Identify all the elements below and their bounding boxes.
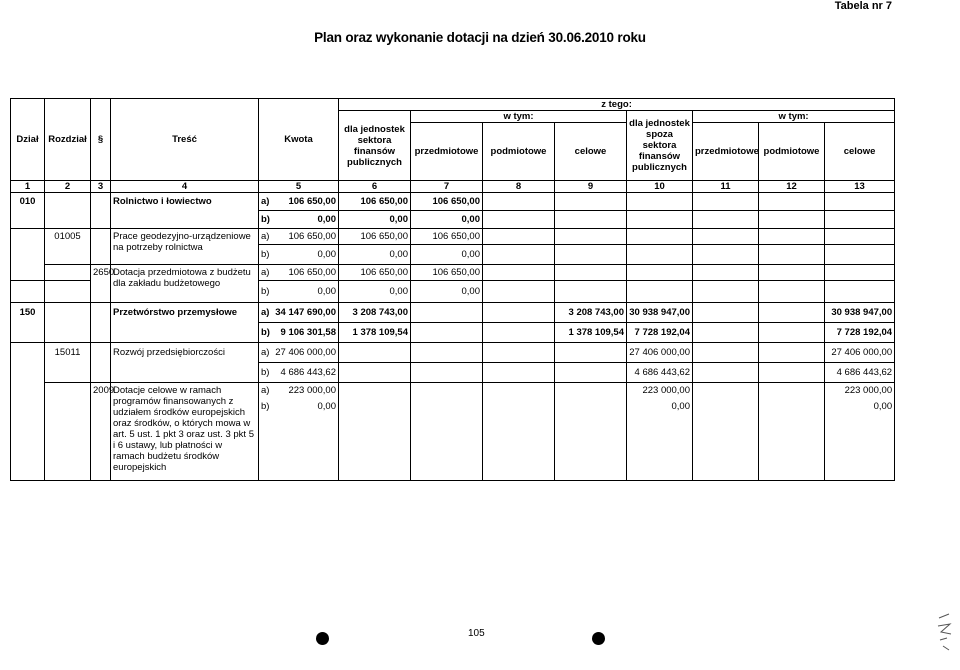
cell-kwota: 0,00 <box>267 245 339 265</box>
subsidy-table <box>10 98 895 481</box>
cell-empty <box>693 343 759 363</box>
cell-col13: 27 406 000,00 <box>825 343 895 363</box>
cell-variant: a) <box>259 383 267 401</box>
table-row <box>11 229 895 245</box>
cell-empty <box>759 245 825 265</box>
cell-empty <box>483 323 555 343</box>
colnum: 11 <box>693 181 759 193</box>
cell-kwota: 27 406 000,00 <box>267 343 339 363</box>
table-row <box>11 211 895 229</box>
cell-empty <box>693 245 759 265</box>
cell-empty <box>759 193 825 211</box>
cell-variant: b) <box>259 281 267 303</box>
cell-empty <box>825 265 895 281</box>
cell-paragraf: 2650 <box>91 265 111 303</box>
cell-col6: 1 378 109,54 <box>339 323 411 343</box>
scribble-mark-icon <box>935 612 955 652</box>
cell-col7: 0,00 <box>411 281 483 303</box>
cell-tresc: Rolnictwo i łowiectwo <box>111 193 259 211</box>
header-celowe-2: celowe <box>825 123 895 181</box>
cell-empty <box>91 211 111 229</box>
cell-empty <box>411 343 483 363</box>
cell-empty <box>11 363 45 383</box>
colnum: 5 <box>259 181 339 193</box>
cell-kwota: 106 650,00 <box>267 229 339 245</box>
header-w-tym-2: w tym: <box>693 111 895 123</box>
cell-empty <box>483 211 555 229</box>
cell-col7: 106 650,00 <box>411 193 483 211</box>
cell-empty <box>759 323 825 343</box>
header-tresc: Treść <box>111 99 259 181</box>
cell-col10: 27 406 000,00 <box>627 343 693 363</box>
cell-paragraf: 2009 <box>91 383 111 481</box>
colnum: 9 <box>555 181 627 193</box>
cell-empty <box>555 193 627 211</box>
cell-variant: b) <box>259 211 267 229</box>
cell-dzial: 010 <box>11 193 45 211</box>
cell-empty <box>483 229 555 245</box>
cell-empty <box>825 281 895 303</box>
cell-col9: 1 378 109,54 <box>555 323 627 343</box>
cell-empty <box>11 265 45 281</box>
header-z-tego: z tego: <box>339 99 895 111</box>
cell-col10: 30 938 947,00 <box>627 303 693 323</box>
header-przedmiotowe-2: przedmiotowe <box>693 123 759 181</box>
cell-rozdzial: 01005 <box>45 229 91 265</box>
cell-empty <box>91 245 111 265</box>
cell-empty <box>11 229 45 245</box>
cell-empty <box>759 343 825 363</box>
cell-col7: 0,00 <box>411 245 483 265</box>
cell-empty <box>91 323 111 343</box>
cell-kwota: 9 106 301,58 <box>267 323 339 343</box>
header-przedmiotowe-1: przedmiotowe <box>411 123 483 181</box>
cell-empty <box>11 323 45 343</box>
cell-empty <box>11 343 45 363</box>
header-dzial: Dział <box>11 99 45 181</box>
cell-col6: 0,00 <box>339 211 411 229</box>
cell-empty <box>483 245 555 265</box>
cell-empty <box>483 265 555 281</box>
cell-empty <box>825 245 895 265</box>
cell-col13: 30 938 947,00 <box>825 303 895 323</box>
cell-variant: b) <box>259 245 267 265</box>
cell-col9: 3 208 743,00 <box>555 303 627 323</box>
header-rozdzial: Rozdział <box>45 99 91 181</box>
cell-empty <box>627 211 693 229</box>
cell-empty <box>627 245 693 265</box>
cell-empty <box>693 281 759 303</box>
cell-empty <box>627 265 693 281</box>
cell-empty <box>825 229 895 245</box>
cell-col7: 106 650,00 <box>411 229 483 245</box>
cell-empty <box>45 383 91 481</box>
cell-col10: 4 686 443,62 <box>627 363 693 383</box>
cell-empty <box>483 363 555 383</box>
cell-empty <box>91 229 111 245</box>
header-podmiotowe-2: podmiotowe <box>759 123 825 181</box>
cell-col6: 0,00 <box>339 281 411 303</box>
cell-empty <box>555 229 627 245</box>
cell-col6: 106 650,00 <box>339 229 411 245</box>
cell-variant: b) <box>259 401 267 481</box>
cell-col6: 106 650,00 <box>339 265 411 281</box>
cell-empty <box>555 265 627 281</box>
cell-col13: 223 000,00 <box>825 383 895 401</box>
punch-hole-right <box>592 632 605 645</box>
cell-empty <box>11 245 45 265</box>
table-row <box>11 265 895 281</box>
colnum: 7 <box>411 181 483 193</box>
cell-empty <box>45 281 91 303</box>
cell-empty <box>483 281 555 303</box>
cell-empty <box>825 193 895 211</box>
table-row <box>11 323 895 343</box>
header-w-tym-1: w tym: <box>411 111 627 123</box>
header-celowe-1: celowe <box>555 123 627 181</box>
table-number-label: Tabela nr 7 <box>834 0 892 12</box>
colnum: 4 <box>111 181 259 193</box>
cell-kwota: 223 000,00 <box>267 383 339 401</box>
cell-empty <box>759 229 825 245</box>
header-kwota: Kwota <box>259 99 339 181</box>
cell-col13: 0,00 <box>825 401 895 481</box>
cell-empty <box>11 281 45 303</box>
cell-variant: a) <box>259 229 267 245</box>
cell-empty <box>91 363 111 383</box>
cell-variant: b) <box>259 323 267 343</box>
cell-col10: 0,00 <box>627 401 693 481</box>
cell-empty <box>693 323 759 343</box>
cell-empty <box>11 211 45 229</box>
header-podmiotowe-1: podmiotowe <box>483 123 555 181</box>
cell-empty <box>693 303 759 323</box>
cell-col6: 3 208 743,00 <box>339 303 411 323</box>
cell-variant: b) <box>259 363 267 383</box>
cell-empty <box>483 343 555 363</box>
cell-col13: 7 728 192,04 <box>825 323 895 343</box>
cell-col6: 106 650,00 <box>339 193 411 211</box>
cell-empty <box>483 193 555 211</box>
colnum: 2 <box>45 181 91 193</box>
cell-tresc: Przetwórstwo przemysłowe <box>111 303 259 323</box>
colnum: 1 <box>11 181 45 193</box>
cell-variant: a) <box>259 303 267 323</box>
cell-empty <box>45 211 91 229</box>
cell-empty <box>411 303 483 323</box>
cell-empty <box>411 323 483 343</box>
page-number: 105 <box>468 628 485 639</box>
header-spoza-sektora: dla jednostek spoza sektora finansów publicznych <box>627 111 693 181</box>
table-row <box>11 383 895 401</box>
cell-tresc: Dotacja przedmiotowa z budżetu dla zakładu budżetowego <box>111 265 259 303</box>
cell-empty <box>555 383 627 481</box>
cell-col13: 4 686 443,62 <box>825 363 895 383</box>
cell-kwota: 4 686 443,62 <box>267 363 339 383</box>
page-title: Plan oraz wykonanie dotacji na dzień 30.06.2010 roku <box>314 30 646 45</box>
cell-kwota: 0,00 <box>267 211 339 229</box>
cell-empty <box>483 303 555 323</box>
colnum: 3 <box>91 181 111 193</box>
cell-empty <box>759 281 825 303</box>
cell-empty <box>45 303 91 323</box>
cell-empty <box>11 383 45 481</box>
cell-empty <box>555 281 627 303</box>
cell-empty <box>555 211 627 229</box>
cell-empty <box>555 343 627 363</box>
colnum: 10 <box>627 181 693 193</box>
cell-empty <box>111 211 259 229</box>
cell-tresc: Dotacje celowe w ramach programów finansowanych z udziałem środków europejskich oraz środków, o których mowa w art. 5 ust. 1 pkt 3 oraz ust. 3 pkt 5 i 6 ustawy, lub płatności w ramach budżetu środków europejskich <box>111 383 259 481</box>
cell-col6: 0,00 <box>339 245 411 265</box>
cell-empty <box>759 265 825 281</box>
cell-kwota: 106 650,00 <box>267 193 339 211</box>
cell-empty <box>91 303 111 323</box>
cell-empty <box>627 229 693 245</box>
cell-empty <box>411 383 483 481</box>
table-row <box>11 193 895 211</box>
cell-empty <box>555 245 627 265</box>
cell-empty <box>339 383 411 481</box>
cell-variant: a) <box>259 193 267 211</box>
header-paragraf: § <box>91 99 111 181</box>
cell-empty <box>759 383 825 481</box>
header-dla-jednostek: dla jednostek sektora finansów publicznych <box>339 111 411 181</box>
cell-empty <box>483 383 555 481</box>
colnum: 6 <box>339 181 411 193</box>
table-row <box>11 303 895 323</box>
cell-empty <box>339 363 411 383</box>
cell-empty <box>693 229 759 245</box>
punch-hole-left <box>316 632 329 645</box>
cell-empty <box>91 193 111 211</box>
cell-empty <box>825 211 895 229</box>
cell-empty <box>45 193 91 211</box>
cell-empty <box>693 211 759 229</box>
cell-col10: 7 728 192,04 <box>627 323 693 343</box>
cell-empty <box>111 323 259 343</box>
cell-empty <box>693 193 759 211</box>
cell-empty <box>627 193 693 211</box>
cell-empty <box>693 383 759 481</box>
cell-empty <box>339 343 411 363</box>
colnum: 13 <box>825 181 895 193</box>
cell-empty <box>45 265 91 281</box>
cell-kwota: 0,00 <box>267 281 339 303</box>
cell-empty <box>693 363 759 383</box>
cell-rozdzial: 15011 <box>45 343 91 383</box>
cell-empty <box>759 303 825 323</box>
colnum: 8 <box>483 181 555 193</box>
cell-empty <box>627 281 693 303</box>
cell-empty <box>555 363 627 383</box>
cell-tresc: Rozwój przedsiębiorczości <box>111 343 259 383</box>
colnum: 12 <box>759 181 825 193</box>
cell-empty <box>411 363 483 383</box>
cell-kwota: 34 147 690,00 <box>267 303 339 323</box>
cell-col7: 0,00 <box>411 211 483 229</box>
cell-tresc: Prace geodezyjno-urządzeniowe na potrzeby rolnictwa <box>111 229 259 265</box>
cell-empty <box>45 323 91 343</box>
cell-empty <box>759 211 825 229</box>
cell-variant: a) <box>259 343 267 363</box>
cell-col7: 106 650,00 <box>411 265 483 281</box>
cell-dzial: 150 <box>11 303 45 323</box>
cell-kwota: 106 650,00 <box>267 265 339 281</box>
cell-empty <box>693 265 759 281</box>
cell-empty <box>91 343 111 363</box>
cell-col10: 223 000,00 <box>627 383 693 401</box>
cell-kwota: 0,00 <box>267 401 339 481</box>
cell-empty <box>759 363 825 383</box>
cell-variant: a) <box>259 265 267 281</box>
table-row <box>11 343 895 363</box>
